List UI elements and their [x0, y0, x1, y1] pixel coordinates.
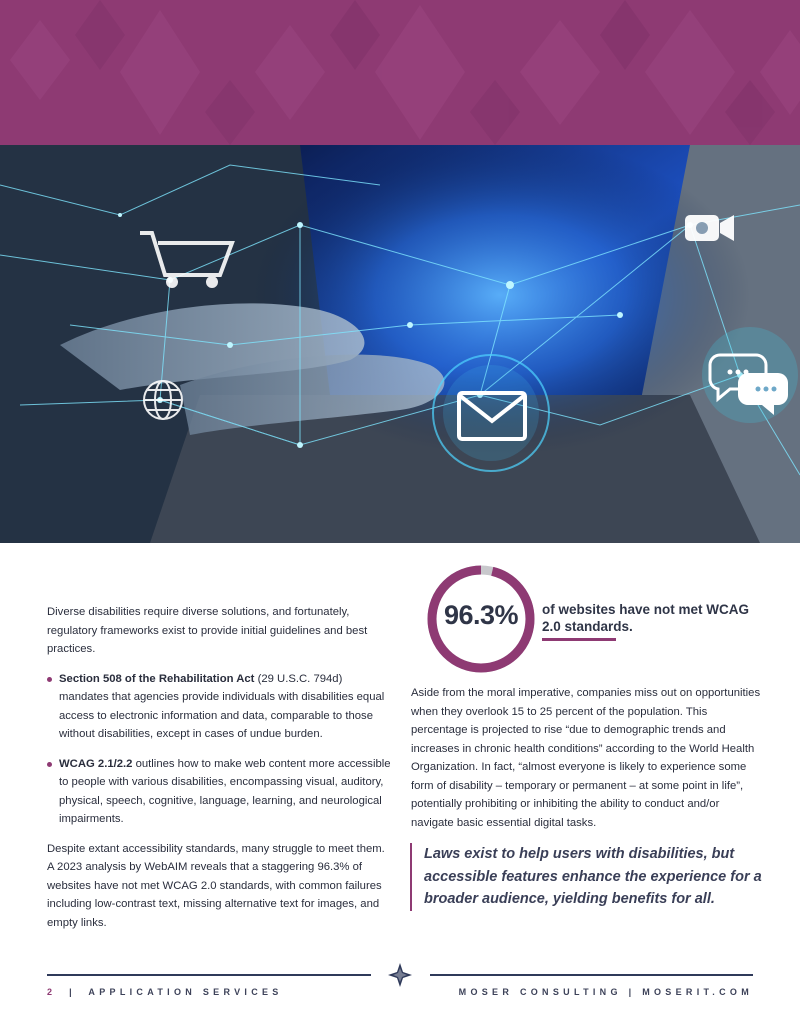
stat-callout [425, 563, 755, 673]
stat-value: 96.3% [443, 600, 519, 630]
stat-underline [542, 638, 616, 641]
footer-rule-right [430, 974, 753, 976]
hero-image [0, 145, 800, 543]
list-item [47, 755, 392, 829]
list-item-text: outlines how to make web content more accessible to people with various disabilities, encompassing visual, auditory, physical, speech, cognitive, language, learning, and neurological impairments. [59, 757, 391, 825]
footer-rule-left [47, 974, 371, 976]
right-paragraph: Aside from the moral imperative, companies miss out on opportunities when they overlook 15 to 25 percent of the population. This percentage is projected to rise “due to demographic trends and increases in chronic health conditions” according to the World Health Organization. In fact, “almost everyone is likely to experience some form of disability – temporary or permanent – at some point in life”, potentially prohibiting or inhibiting the ability to conduct and/or navigate basic essential digital tasks. [411, 687, 761, 829]
footer-left [47, 987, 283, 997]
header-banner [0, 0, 800, 145]
left-column [47, 603, 392, 932]
regulation-list [47, 670, 392, 829]
intro-paragraph: Diverse disabilities require diverse solutions, and fortunately, regulatory frameworks exist to provide initial guidelines and best practices. [47, 606, 368, 655]
right-column [411, 684, 761, 832]
list-item-text: (29 U.S.C. 794d) mandates that agencies provide individuals with disabilities equal access to electronic information and data, comparable to those without disabilities, except in cases of undue burden. [59, 672, 385, 740]
footer-separator: | [69, 987, 76, 997]
envelope-icon [433, 355, 549, 471]
list-item-title: Section 508 of the Rehabilitation Act [59, 672, 255, 685]
banner-pattern [0, 0, 800, 145]
list-item [47, 670, 392, 744]
stat-label: of websites have not met WCAG 2.0 standards. [542, 602, 750, 634]
footer-right: MOSER CONSULTING | MOSERIT.COM [458, 987, 753, 997]
list-item-title: WCAG 2.1/2.2 [59, 757, 133, 770]
chat-bubbles-icon [702, 327, 798, 423]
pull-quote: Laws exist to help users with disabilities, but accessible features enhance the experience for a broader audience, yielding benefits for all. [410, 843, 769, 911]
footer-section: APPLICATION SERVICES [88, 987, 283, 997]
closing-paragraph: Despite extant accessibility standards, many struggle to meet them. A 2023 analysis by WebAIM reveals that a staggering 96.3% of websites have not met WCAG 2.0 standards, with common failures including low-contrast text, missing alternative text for images, and empty links. [47, 842, 385, 929]
page-number: 2 [47, 987, 57, 997]
moser-star-logo-icon [388, 963, 412, 987]
